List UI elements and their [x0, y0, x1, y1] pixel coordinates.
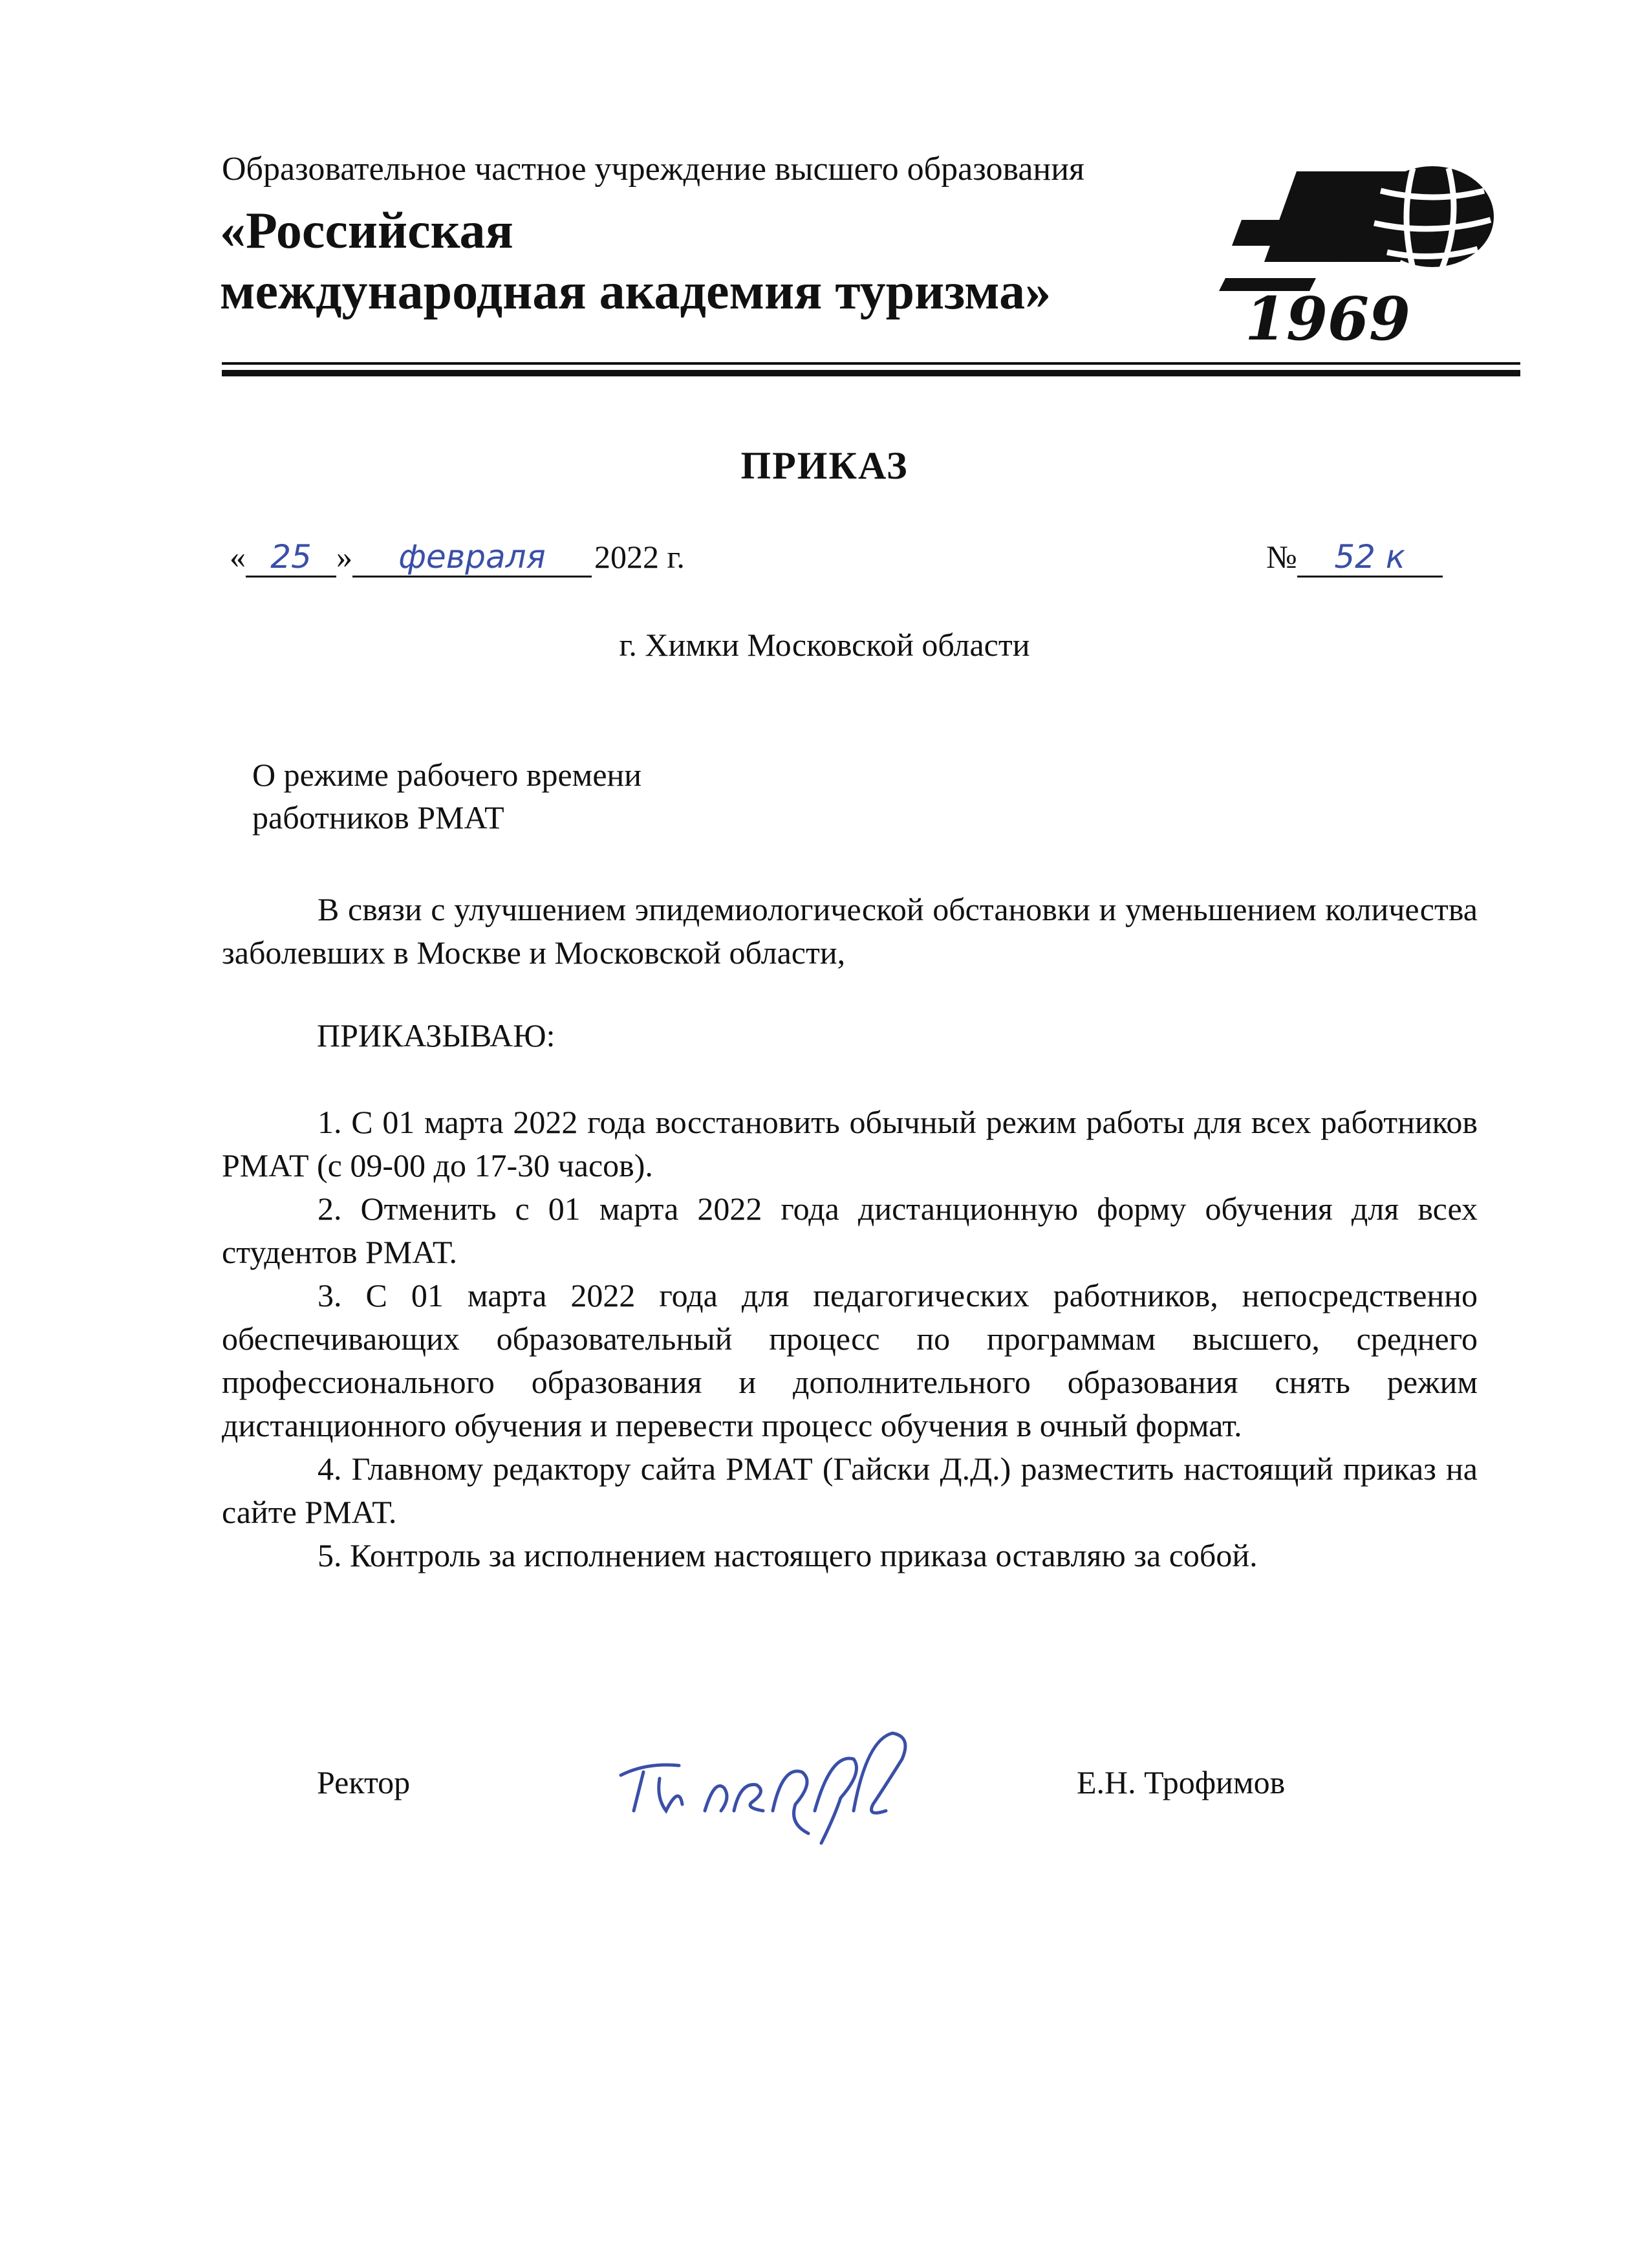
document-title: ПРИКАЗ: [740, 444, 909, 487]
order-subject: [252, 753, 641, 839]
org-name: [220, 200, 1051, 322]
header-rule-thin: [222, 362, 1520, 365]
subject-line2: работников РМАТ: [252, 799, 504, 836]
order-date: [230, 538, 685, 578]
date-close-quote: »: [336, 539, 352, 575]
directive-word: ПРИКАЗЫВАЮ:: [317, 1017, 555, 1053]
date-year: 2022 г.: [594, 539, 685, 575]
date-open-quote: «: [230, 539, 246, 575]
org-name-line2: международная академия туризма»: [220, 263, 1051, 320]
signer-name: Е.Н. Трофимов: [1077, 1764, 1286, 1800]
date-day: 25: [246, 538, 336, 578]
order-item-1: 1. С 01 марта 2022 года восстановить обычный режим работы для всех работников РМАТ (с 09-00 до 17-30 часов).: [222, 1104, 1478, 1183]
order-number: [1266, 538, 1443, 578]
order-item-3: 3. С 01 марта 2022 года для педагогических работников, непосредственно обеспечивающих образовательный процесс по программам высшего, среднего профессионального образования и дополнительного образования снять режим дистанционного обучения и перевести процесс обучения в очный формат.: [222, 1277, 1478, 1443]
order-city: г. Химки Московской области: [619, 627, 1030, 663]
rmat-logo-icon: [1219, 165, 1529, 352]
order-items: [222, 1101, 1478, 1577]
preamble-paragraph: В связи с улучшением эпидемиологической обстановки и уменьшением количества заболевших в Москве и Московской области,: [222, 891, 1478, 971]
order-item-2: 2. Отменить с 01 марта 2022 года дистанционную форму обучения для всех студентов РМАТ.: [222, 1191, 1478, 1270]
date-month: февраля: [352, 538, 592, 578]
number-value: 52 к: [1297, 538, 1443, 578]
org-name-line1: «Российская: [220, 202, 513, 259]
signer-position: Ректор: [317, 1764, 411, 1800]
subject-line1: О режиме рабочего времени: [252, 757, 642, 793]
handwritten-signature: [608, 1714, 944, 1856]
order-item-4: 4. Главному редактору сайта РМАТ (Гайски Д.Д.) разместить настоящий приказ на сайте РМАТ.: [222, 1451, 1478, 1530]
number-label: №: [1266, 539, 1297, 575]
header-rule-thick: [222, 370, 1520, 376]
logo-year: 1969: [1245, 284, 1411, 352]
org-type-line: Образовательное частное учреждение высшего образования: [222, 151, 1084, 188]
order-item-5: 5. Контроль за исполнением настоящего приказа оставляю за собой.: [318, 1537, 1258, 1573]
